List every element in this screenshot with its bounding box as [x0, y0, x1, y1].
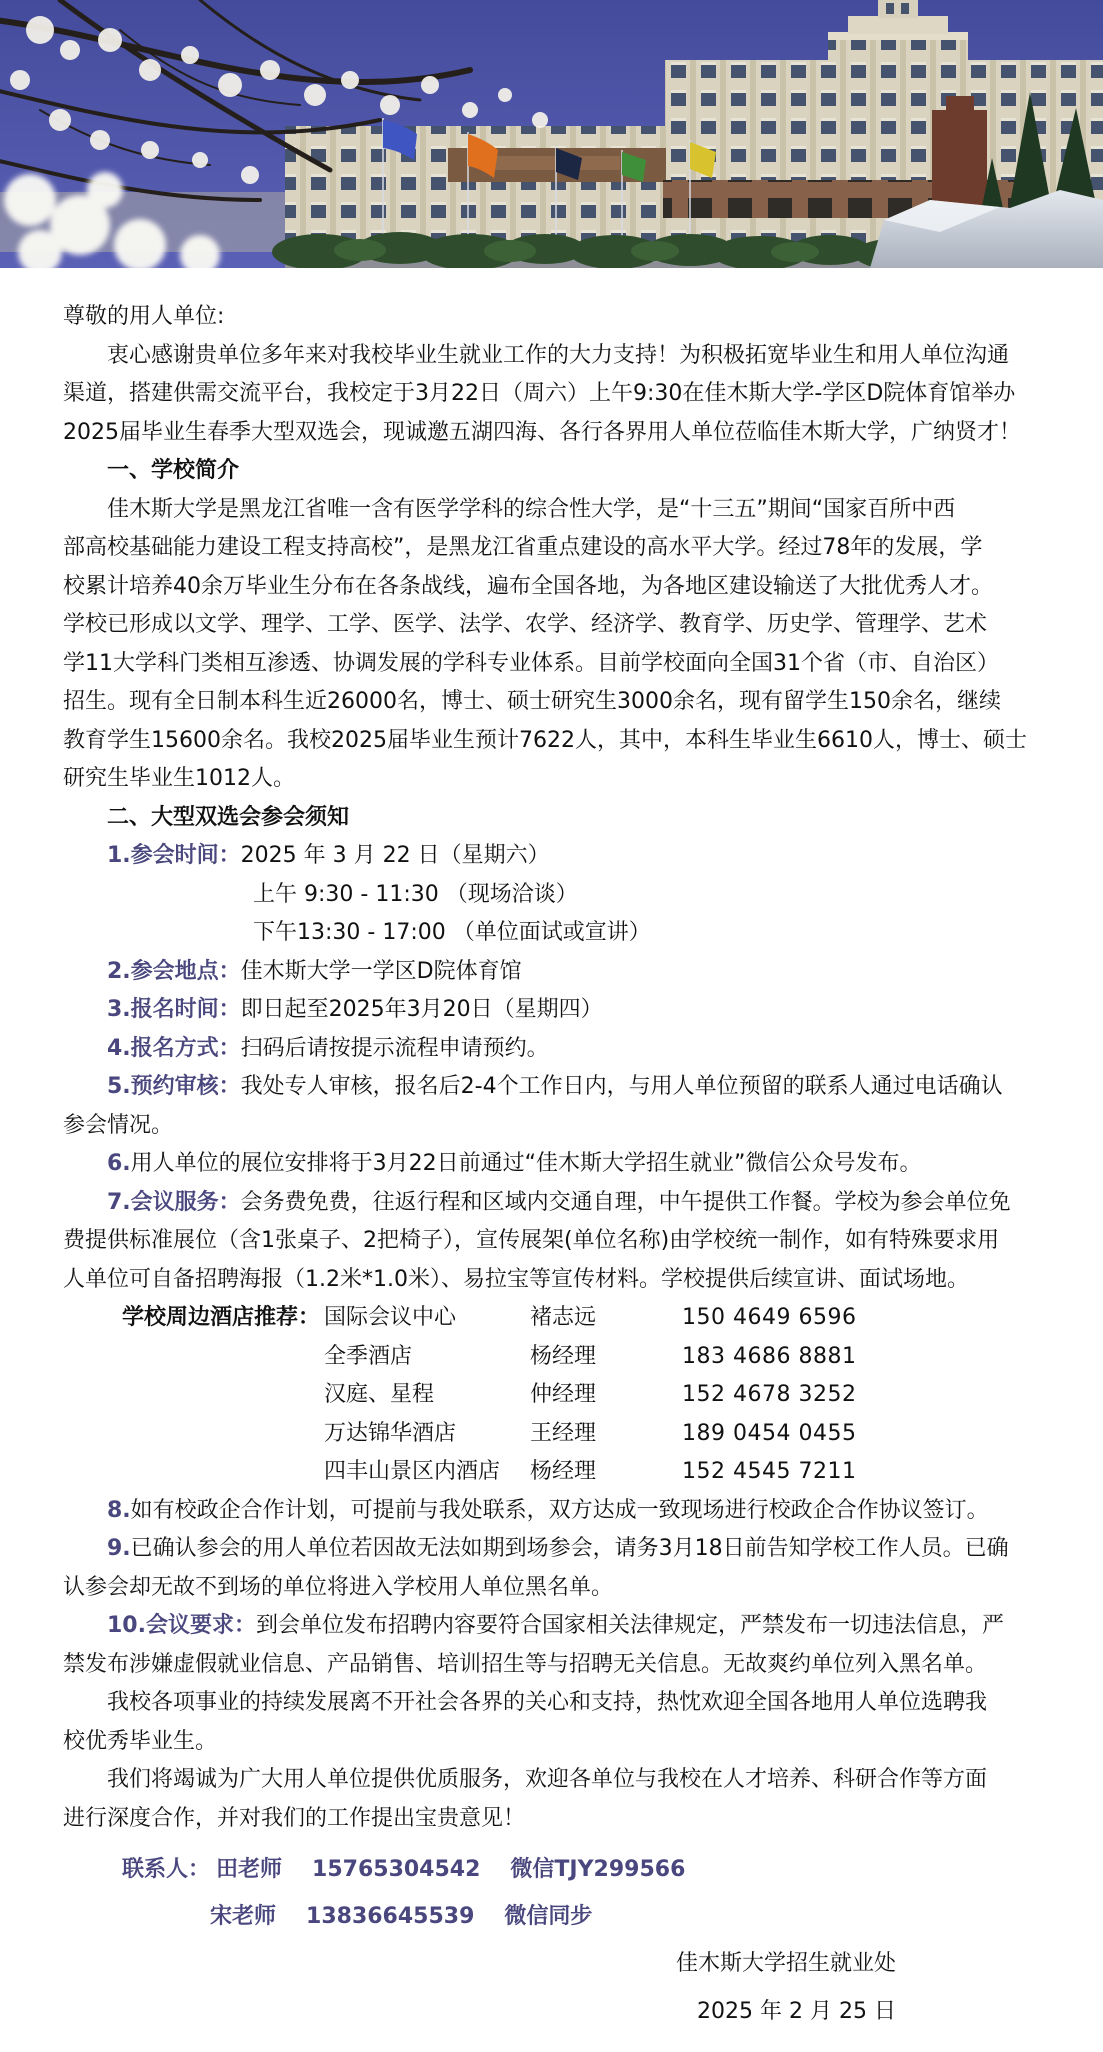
line-text: 尊敬的用人单位: — [63, 304, 225, 329]
text-line — [63, 529, 1040, 568]
hotel-name: 国际会议中心 — [324, 1305, 457, 1330]
hotel-name: 汉庭、星程 — [324, 1382, 435, 1407]
signature-date: 2025 年 2 月 25 日 — [697, 1999, 896, 2024]
hotel-list-label — [122, 1338, 324, 1377]
item-label: 8. — [107, 1497, 131, 1523]
hotel-row — [63, 1453, 1040, 1492]
contact-line — [63, 1846, 1040, 1893]
line-text: 已确认参会的用人单位若因故无法如期到场参会，请务3月18日前告知学校工作人员。已确 — [130, 1536, 1009, 1561]
text-line — [63, 1068, 1040, 1107]
text-line — [63, 1261, 1040, 1300]
letter-lines — [63, 298, 1040, 1838]
signature-org: 佳木斯大学招生就业处 — [675, 1951, 896, 1976]
hotel-phone: 183 4686 8881 — [682, 1343, 857, 1369]
line-text: 会务费免费，往返行程和区域内交通自理，中午提供工作餐。学校为参会单位免 — [240, 1189, 1011, 1215]
hotel-contact: 杨经理 — [530, 1459, 597, 1484]
text-line — [63, 1569, 1040, 1608]
letter-footer — [63, 1846, 1040, 2052]
letter-body — [0, 268, 1103, 2052]
hotel-name: 全季酒店 — [324, 1343, 413, 1369]
section-heading — [63, 799, 1040, 838]
text-line — [63, 414, 1040, 453]
item-label: 6. — [107, 1151, 131, 1176]
contact-name: 宋老师 — [210, 1904, 277, 1929]
line-text: 2025 年 3 月 22 日（星期六） — [240, 843, 550, 868]
line-text: 教育学生15600余名。我校2025届毕业生预计7622人，其中，本科生毕业生6610人，博士、硕士 — [63, 727, 1027, 753]
text-line — [63, 1184, 1040, 1223]
line-text: 2025届毕业生春季大型双选会，现诚邀五湖四海、各行各界用人单位莅临佳木斯大学，广纳贤才！ — [63, 419, 1021, 445]
line-text: 如有校政企合作计划，可提前与我处联系，双方达成一致现场进行校政企合作协议签订。 — [130, 1497, 989, 1523]
campus-photo — [0, 0, 1103, 268]
contact-line — [63, 1893, 1040, 1940]
text-line — [63, 1107, 1040, 1146]
line-text: 人单位可自备招聘海报（1.2米*1.0米）、易拉宝等宣传材料。学校提供后续宣讲、面试场地。 — [63, 1266, 969, 1292]
hotel-name: 四丰山景区内酒店 — [324, 1459, 501, 1484]
item-label: 5.预约审核： — [107, 1074, 241, 1099]
hotel-row — [63, 1338, 1040, 1377]
text-line — [63, 1723, 1040, 1762]
line-text: 一、学校简介 — [107, 458, 240, 483]
hotel-contact: 褚志远 — [530, 1305, 597, 1330]
contact-block — [63, 1846, 1040, 1940]
line-text: 渠道，搭建供需交流平台，我校定于3月22日（周六）上午9:30在佳木斯大学-学区D院体育馆举办 — [63, 381, 1016, 406]
text-line — [63, 375, 1040, 414]
line-text: 禁发布涉嫌虚假就业信息、产品销售、培训招生等与招聘无关信息。无故爽约单位列入黑名单。 — [63, 1651, 988, 1677]
text-line — [63, 876, 1040, 915]
contact-phone: 15765304542 — [312, 1857, 481, 1882]
hotel-phone: 152 4545 7211 — [682, 1459, 857, 1484]
contact-phone: 13836645539 — [306, 1904, 475, 1929]
text-line — [63, 337, 1040, 376]
item-label: 10.会议要求： — [107, 1613, 256, 1638]
text-line — [63, 953, 1040, 992]
hotel-phone: 189 0454 0455 — [682, 1420, 857, 1446]
line-text: 费提供标准展位（含1张桌子、2把椅子），宣传展架(单位名称)由学校统一制作，如有特殊要求用 — [63, 1228, 1000, 1253]
line-text: 佳木斯大学是黑龙江省唯一含有医学学科的综合性大学，是“十三五”期间“国家百所中西 — [107, 496, 956, 522]
contact-wechat: 微信同步 — [504, 1904, 593, 1929]
contact-label: 联系人： — [122, 1857, 211, 1882]
line-text: 学11大学科门类相互渗透、协调发展的学科专业体系。目前学校面向全国31个省（市、自治区） — [63, 650, 999, 676]
line-text: 研究生毕业生1012人。 — [63, 766, 295, 791]
section-heading — [63, 452, 1040, 491]
hotel-contact: 杨经理 — [530, 1343, 597, 1369]
line-text: 学校已形成以文学、理学、工学、医学、法学、农学、经济学、教育学、历史学、管理学、艺术 — [63, 612, 988, 637]
item-label: 1.参会时间： — [107, 843, 241, 868]
hotel-contact: 王经理 — [530, 1420, 597, 1446]
item-label: 3.报名时间： — [107, 997, 241, 1022]
hotel-row — [63, 1376, 1040, 1415]
item-label: 7.会议服务： — [107, 1189, 241, 1215]
hotel-row — [63, 1299, 1040, 1338]
line-text: 参会情况。 — [63, 1112, 174, 1138]
text-line — [63, 1145, 1040, 1184]
text-line — [63, 568, 1040, 607]
text-line — [63, 837, 1040, 876]
hotel-row — [63, 1415, 1040, 1454]
signature-block — [63, 1940, 1040, 2052]
line-text: 下午13:30 - 17:00 （单位面试或宣讲） — [253, 920, 651, 945]
line-text: 衷心感谢贵单位多年来对我校毕业生就业工作的大力支持！为积极拓宽毕业生和用人单位沟通 — [107, 342, 1010, 368]
line-text: 二、大型双选会参会须知 — [107, 804, 350, 830]
text-line — [63, 1492, 1040, 1531]
text-line — [63, 491, 1040, 530]
item-label: 4.报名方式： — [107, 1035, 241, 1061]
line-text: 部高校基础能力建设工程支持高校”，是黑龙江省重点建设的高水平大学。经过78年的发展，学 — [63, 535, 983, 560]
hotel-phone: 150 4649 6596 — [682, 1305, 857, 1330]
contact-name: 田老师 — [216, 1857, 283, 1882]
hotel-phone: 152 4678 3252 — [682, 1382, 857, 1407]
line-text: 扫码后请按提示流程申请预约。 — [240, 1035, 549, 1061]
text-line — [63, 298, 1040, 337]
hotel-name: 万达锦华酒店 — [324, 1420, 457, 1446]
item-label: 2.参会地点： — [107, 958, 241, 984]
text-line — [63, 760, 1040, 799]
line-text: 校优秀毕业生。 — [63, 1728, 218, 1754]
line-text: 我们将竭诚为广大用人单位提供优质服务，欢迎各单位与我校在人才培养、科研合作等方面 — [107, 1767, 988, 1792]
line-text: 校累计培养40余万毕业生分布在各条战线，遍布全国各地，为各地区建设输送了大批优秀人才。 — [63, 573, 993, 599]
line-text: 我处专人审核，报名后2-4个工作日内，与用人单位预留的联系人通过电话确认 — [240, 1074, 1003, 1099]
line-text: 用人单位的展位安排将于3月22日前通过“佳木斯大学招生就业”微信公众号发布。 — [130, 1151, 922, 1176]
text-line — [63, 1761, 1040, 1800]
text-line — [63, 1646, 1040, 1685]
line-text: 上午 9:30 - 11:30 （现场洽谈） — [253, 881, 578, 907]
text-line — [63, 606, 1040, 645]
hotel-list-label — [122, 1453, 324, 1492]
hotel-contact: 仲经理 — [530, 1382, 597, 1407]
text-line — [63, 1607, 1040, 1646]
hotel-list-label — [122, 1376, 324, 1415]
text-line — [63, 1684, 1040, 1723]
line-text: 佳木斯大学一学区D院体育馆 — [240, 958, 522, 984]
text-line — [63, 914, 1040, 953]
text-line — [63, 683, 1040, 722]
contact-wechat: 微信TJY299566 — [510, 1857, 686, 1882]
text-line — [63, 1222, 1040, 1261]
text-line — [63, 991, 1040, 1030]
line-text: 进行深度合作，并对我们的工作提出宝贵意见！ — [63, 1805, 526, 1831]
line-text: 到会单位发布招聘内容要符合国家相关法律规定，严禁发布一切违法信息，严 — [255, 1613, 1004, 1638]
line-text: 招生。现有全日制本科生近26000名，博士、硕士研究生3000余名，现有留学生150余名，继续 — [63, 689, 1001, 714]
text-line — [63, 722, 1040, 761]
text-line — [63, 1800, 1040, 1839]
line-text: 我校各项事业的持续发展离不开社会各界的关心和支持，热忱欢迎全国各地用人单位选聘我 — [107, 1690, 988, 1715]
item-label: 9. — [107, 1536, 131, 1561]
hotel-list-label — [122, 1415, 324, 1454]
line-text: 即日起至2025年3月20日（星期四） — [240, 997, 603, 1022]
text-line — [63, 1530, 1040, 1569]
line-text: 认参会却无故不到场的单位将进入学校用人单位黑名单。 — [63, 1574, 614, 1600]
text-line — [63, 1030, 1040, 1069]
text-line — [63, 645, 1040, 684]
hotel-list-label: 学校周边酒店推荐： — [122, 1305, 321, 1330]
